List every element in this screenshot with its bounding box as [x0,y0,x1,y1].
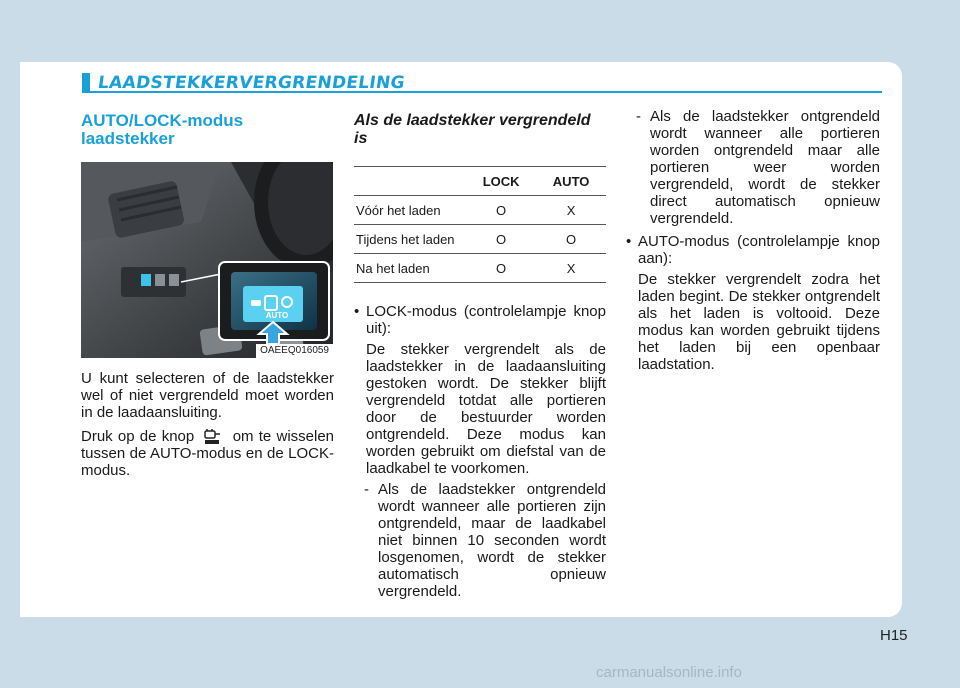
dashboard-photo [81,162,333,358]
section-title-auto-lock: AUTO/LOCK-modus laadstekker [81,111,244,148]
lock-mode-text: De stekker vergrendelt als de laadstekker in de laadaansluiting gestoken wordt. De stekker blijft vergrendeld totdat alle portieren door de bestuurder worden ontgrendeld. Deze modus kan worden gebruikt om diefstal van de laadkabel te voorkomen. [366,341,606,477]
section-title-locked: Als de laadstekker vergrendeld is [354,112,591,147]
table-header-row [354,167,606,196]
lock-mode-dash-text: Als de laadstekker ontgrendeld wordt wanneer alle portieren zijn ontgrendeld, maar de laadkabel niet binnen 10 seconden wordt losgenomen, wordt de stekker automatisch opnieuw vergrendeld. [378,481,606,600]
header-accent-bar [82,73,90,92]
table-row [354,196,606,225]
auto-mode-text: De stekker vergrendelt zodra het laden begint. De stekker ontgrendelt als het laden is voltooid. Deze modus kan worden gebruikt tijdens het laden bij een openbaar laadstation. [638,271,880,373]
table-cell: O [536,225,606,254]
table-cell: O [466,196,536,225]
page-number: H15 [880,627,908,644]
watermark: carmanualsonline.info [596,664,742,681]
column-middle [354,112,606,600]
table-cell: Na het laden [354,254,466,283]
table-cell: X [536,254,606,283]
toggle-instruction-before: Druk op de knop [81,428,195,445]
column-right [626,108,880,373]
intro-paragraph: U kunt selecteren of de laadstekker wel of niet vergrendeld moet worden in de laadaansluiting. [81,370,334,421]
table-cell: X [536,196,606,225]
header-title: LAADSTEKKERVERGRENDELING [96,73,407,93]
lock-mode-dash-text-2: Als de laadstekker ontgrendeld wordt wanneer alle portieren worden ontgrendeld maar alle portieren weer worden vergrendeld, wordt de stekker direct automatisch opnieuw vergrendeld. [650,108,880,227]
toggle-instruction-after: om te wisselen tussen de AUTO-modus en de LOCK-modus. [81,428,335,479]
dash-mark: - [636,108,641,125]
table-row [354,225,606,254]
column-left [81,112,334,479]
table-header-cell: LOCK [466,167,536,196]
table-header-cell: AUTO [536,167,606,196]
table-cell: O [466,254,536,283]
lock-mode-dash-item-2 [626,108,880,227]
dash-mark: - [364,481,369,498]
table-cell: Tijdens het laden [354,225,466,254]
table-cell: Vóór het laden [354,196,466,225]
image-caption: OAEEQ016059 [256,344,333,358]
auto-mode-bullet: • AUTO-modus (controlelampje knop aan): [626,233,880,267]
charge-plug-auto-icon [201,427,225,445]
toggle-instruction [81,427,334,479]
lock-mode-dash-item [354,481,606,600]
table-header-cell [354,167,466,196]
lock-mode-bullet: • LOCK-modus (controlelampje knop uit): [354,303,606,337]
lock-mode-table [354,166,606,283]
table-row [354,254,606,283]
dashboard-illustration [81,162,333,358]
table-cell: O [466,225,536,254]
auto-button-label: AUTO [265,311,289,320]
